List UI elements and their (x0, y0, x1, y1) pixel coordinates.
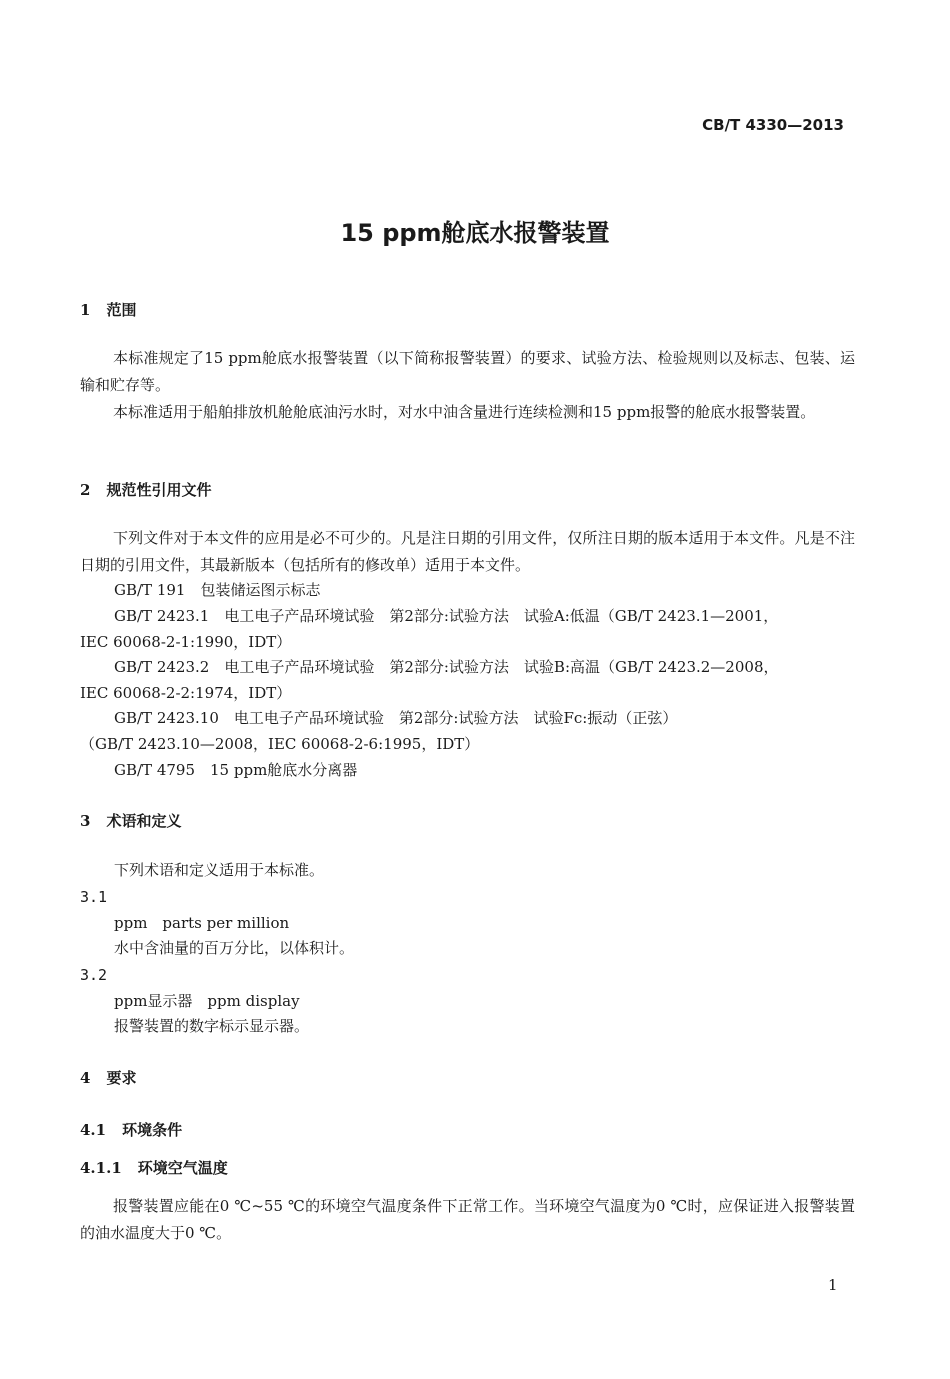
subsection-heading-4-1 (80, 1119, 182, 1140)
section-title: 范围 (106, 301, 137, 319)
subsection-heading-4-1-1 (80, 1157, 228, 1178)
term-name: ppm显示器 ppm display (114, 992, 300, 1010)
section-title: 规范性引用文件 (106, 481, 212, 499)
reference-item: GB/T 2423.10 电工电子产品环境试验 第2部分:试验方法 试验Fc:振动（正弦） (114, 709, 678, 727)
term-number: 3.1 (80, 888, 108, 906)
reference-item: GB/T 191 包装储运图示标志 (114, 581, 321, 599)
paragraph: 报警装置应能在0 ℃~55 ℃的环境空气温度条件下正常工作。当环境空气温度为0 ℃时，应保证进入报警装置的油水温度大于0 ℃。 (80, 1197, 855, 1242)
reference-item: GB/T 2423.2 电工电子产品环境试验 第2部分:试验方法 试验B:高温（GB/T 2423.2—2008， (114, 658, 779, 676)
reference-item: IEC 60068-2-1:1990，IDT） (80, 633, 292, 651)
section-heading-2 (80, 479, 211, 500)
section-heading-3 (80, 810, 181, 831)
section-title: 环境空气温度 (137, 1159, 228, 1177)
page-number: 1 (828, 1276, 838, 1294)
term-number: 3.2 (80, 966, 108, 984)
page-title: 15 ppm舱底水报警装置 (340, 219, 610, 247)
term-definition: 报警装置的数字标示显示器。 (114, 1017, 310, 1035)
reference-item: GB/T 2423.1 电工电子产品环境试验 第2部分:试验方法 试验A:低温（GB/T 2423.1—2001， (114, 607, 779, 625)
section-number: 4.1 (80, 1121, 107, 1139)
reference-item: GB/T 4795 15 ppm舱底水分离器 (114, 761, 358, 779)
paragraph: 下列文件对于本文件的应用是必不可少的。凡是注日期的引用文件，仅所注日期的版本适用于本文件。凡是不注日期的引用文件，其最新版本（包括所有的修改单）适用于本文件。 (80, 529, 855, 574)
section-number: 1 (80, 301, 91, 319)
section-heading-4 (80, 1067, 136, 1088)
section-number: 4.1.1 (80, 1159, 122, 1177)
term-definition: 水中含油量的百万分比，以体积计。 (114, 939, 355, 957)
paragraph: 本标准适用于船舶排放机舱舱底油污水时，对水中油含量进行连续检测和15 ppm报警的舱底水报警装置。 (113, 403, 816, 421)
paragraph: 本标准规定了15 ppm舱底水报警装置（以下简称报警装置）的要求、试验方法、检验规则以及标志、包装、运输和贮存等。 (80, 349, 855, 394)
section-number: 4 (80, 1069, 91, 1087)
section-number: 3 (80, 812, 91, 830)
section-number: 2 (80, 481, 91, 499)
reference-item: （GB/T 2423.10—2008，IEC 60068-2-6:1995，IDT） (80, 735, 480, 753)
standard-number: CB/T 4330—2013 (702, 116, 844, 134)
section-heading-1 (80, 299, 136, 320)
section-title: 要求 (106, 1069, 137, 1087)
term-name: ppm parts per million (114, 914, 290, 932)
section-title: 术语和定义 (106, 812, 182, 830)
reference-item: IEC 60068-2-2:1974，IDT） (80, 684, 292, 702)
section-title: 环境条件 (122, 1121, 183, 1139)
paragraph: 下列术语和定义适用于本标准。 (114, 861, 325, 879)
